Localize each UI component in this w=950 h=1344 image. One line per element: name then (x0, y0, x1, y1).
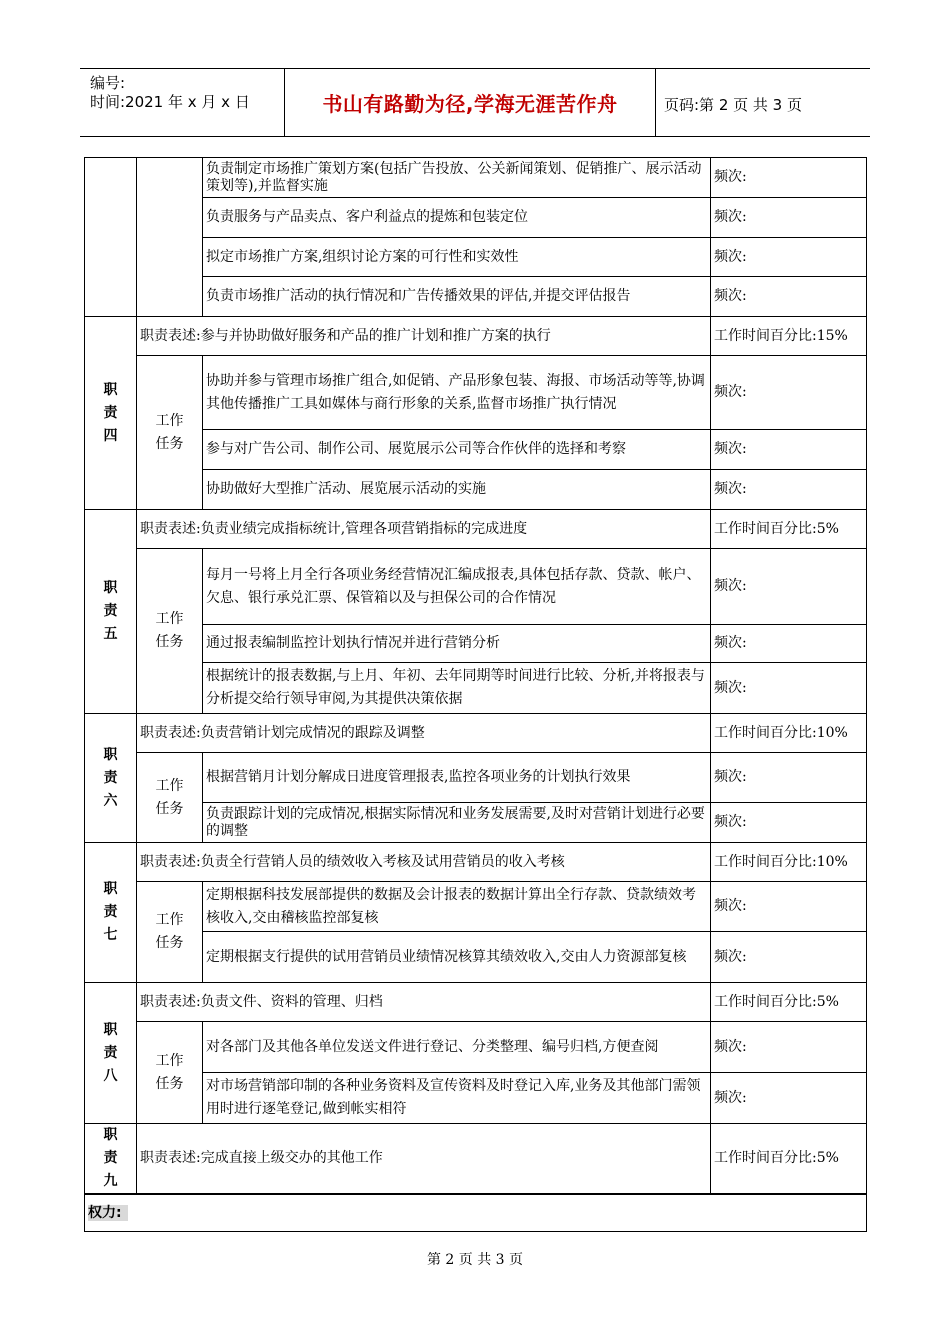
duty3-freq-1: 频次: (711, 158, 867, 198)
duty6-label-text: 职 责 六 (103, 746, 118, 809)
duty6-freq-2: 频次: (711, 803, 867, 843)
duty8-time-pct: 工作时间百分比:5% (711, 983, 867, 1022)
duty7-task-label (137, 882, 203, 983)
table-row (85, 158, 867, 198)
table-row (85, 753, 867, 803)
table-row (85, 470, 867, 510)
power-row (85, 1194, 867, 1232)
duty4-task-label (137, 356, 203, 510)
duty6-task-1: 根据营销月计划分解成日进度管理报表,监控各项业务的计划执行效果 (203, 753, 711, 803)
duty3-task-3: 拟定市场推广方案,组织讨论方案的可行性和实效性 (203, 238, 711, 277)
duty4-label-text: 职 责 四 (103, 381, 118, 444)
header-top-rule (80, 68, 870, 69)
duty5-freq-3: 频次: (711, 663, 867, 714)
duty7-task-2: 定期根据支行提供的试用营销员业绩情况核算其绩效收入,交由人力资源部复核 (203, 932, 711, 983)
duty9-label-text: 职 责 九 (103, 1127, 118, 1189)
page-footer: 第 2 页 共 3 页 (426, 1252, 524, 1268)
table-row (85, 430, 867, 470)
table-row (85, 882, 867, 932)
duty6-task-label-text: 工作 任务 (155, 777, 184, 817)
duty4-task-1: 协助并参与管理市场推广组合,如促销、产品形象包装、海报、市场活动等等,协调其他传播推广工具如媒体与商行形象的关系,监督市场推广执行情况 (203, 356, 711, 430)
duty4-task-3: 协助做好大型推广活动、展览展示活动的实施 (203, 470, 711, 510)
duty8-description: 职责表述:负责文件、资料的管理、归档 (137, 983, 711, 1022)
duty3-freq-4: 频次: (711, 277, 867, 317)
duty5-task-label-text: 工作 任务 (155, 611, 184, 650)
table-row (85, 510, 867, 549)
duty7-description: 职责表述:负责全行营销人员的绩效收入考核及试用营销员的收入考核 (137, 843, 711, 882)
duties-table (84, 157, 867, 1232)
duty3-task-4: 负责市场推广活动的执行情况和广告传播效果的评估,并提交评估报告 (203, 277, 711, 317)
doc-code-label: 编号: (90, 74, 126, 92)
table-row (85, 625, 867, 663)
duty3-task-label-cell (137, 158, 203, 317)
table-row (85, 714, 867, 753)
duty6-description: 职责表述:负责营销计划完成情况的跟踪及调整 (137, 714, 711, 753)
duty5-freq-2: 频次: (711, 625, 867, 663)
duty9-time-pct: 工作时间百分比:5% (711, 1124, 867, 1195)
header-divider-right (655, 68, 656, 136)
duty5-task-2: 通过报表编制监控计划执行情况并进行营销分析 (203, 625, 711, 663)
duty5-time-pct: 工作时间百分比:5% (711, 510, 867, 549)
header-motto: 书山有路勤为径,学海无涯苦作舟 (322, 92, 618, 116)
duty4-label (85, 317, 137, 510)
duty8-freq-2: 频次: (711, 1073, 867, 1124)
duty7-label-text: 职 责 七 (103, 881, 118, 943)
duty9-label (85, 1124, 137, 1195)
table-row (85, 1124, 867, 1195)
table-row (85, 663, 867, 714)
table-row (85, 1194, 867, 1232)
duty6-task-2: 负责跟踪计划的完成情况,根据实际情况和业务发展需要,及时对营销计划进行必要的调整 (203, 803, 711, 843)
duty5-freq-1: 频次: (711, 549, 867, 625)
duty5-description: 职责表述:负责业绩完成指标统计,管理各项营销指标的完成进度 (137, 510, 711, 549)
duty8-task-1: 对各部门及其他各单位发送文件进行登记、分类整理、编号归档,方便查阅 (203, 1022, 711, 1073)
duty4-freq-1: 频次: (711, 356, 867, 430)
duty7-task-1: 定期根据科技发展部提供的数据及会计报表的数据计算出全行存款、贷款绩效考核收入,交由稽核监控部复核 (203, 882, 711, 932)
duty3-task-2: 负责服务与产品卖点、客户利益点的提炼和包装定位 (203, 198, 711, 238)
duty5-label-text: 职 责 五 (103, 580, 118, 642)
duty3-freq-3: 频次: (711, 238, 867, 277)
duty5-task-3: 根据统计的报表数据,与上月、年初、去年同期等时间进行比较、分析,并将报表与分析提交给行领导审阅,为其提供决策依据 (203, 663, 711, 714)
duty4-freq-3: 频次: (711, 470, 867, 510)
duty5-task-1: 每月一号将上月全行各项业务经营情况汇编成报表,具体包括存款、贷款、帐户、欠息、银行承兑汇票、保管箱以及与担保公司的合作情况 (203, 549, 711, 625)
table-row (85, 277, 867, 317)
duty7-time-pct: 工作时间百分比:10% (711, 843, 867, 882)
duty3-label-cell (85, 158, 137, 317)
duty6-time-pct: 工作时间百分比:10% (711, 714, 867, 753)
duty9-description: 职责表述:完成直接上级交办的其他工作 (137, 1124, 711, 1195)
duty8-label (85, 983, 137, 1124)
table-row (85, 317, 867, 356)
duty8-label-text: 职 责 八 (103, 1021, 118, 1084)
table-row (85, 1073, 867, 1124)
duty4-freq-2: 频次: (711, 430, 867, 470)
duty7-freq-2: 频次: (711, 932, 867, 983)
duty5-task-label (137, 549, 203, 714)
duty6-freq-1: 频次: (711, 753, 867, 803)
table-row (85, 803, 867, 843)
duty4-time-pct: 工作时间百分比:15% (711, 317, 867, 356)
duty6-task-label (137, 753, 203, 843)
duty8-task-label (137, 1022, 203, 1124)
duty8-freq-1: 频次: (711, 1022, 867, 1073)
duty7-label (85, 843, 137, 983)
power-label: 权力: (88, 1205, 128, 1221)
duty4-description: 职责表述:参与并协助做好服务和产品的推广计划和推广方案的执行 (137, 317, 711, 356)
duty4-task-label-text: 工作 任务 (155, 412, 184, 452)
page-indicator: 页码:第 2 页 共 3 页 (664, 96, 802, 114)
table-row (85, 1022, 867, 1073)
duty3-freq-2: 频次: (711, 198, 867, 238)
duty8-task-label-text: 工作 任务 (155, 1052, 184, 1092)
duty8-task-2: 对市场营销部印制的各种业务资料及宣传资料及时登记入库,业务及其他部门需领用时进行逐笔登记,做到帐实相符 (203, 1073, 711, 1124)
table-row (85, 198, 867, 238)
table-row (85, 983, 867, 1022)
header-bottom-rule (80, 136, 870, 137)
duty5-label (85, 510, 137, 714)
table-row (85, 549, 867, 625)
doc-date-label: 时间:2021 年 x 月 x 日 (90, 93, 250, 111)
table-row (85, 238, 867, 277)
duty4-task-2: 参与对广告公司、制作公司、展览展示公司等合作伙伴的选择和考察 (203, 430, 711, 470)
duty7-freq-1: 频次: (711, 882, 867, 932)
duty3-task-1: 负责制定市场推广策划方案(包括广告投放、公关新闻策划、促销推广、展示活动策划等),并监督实施 (203, 158, 711, 198)
table-row (85, 356, 867, 430)
duty6-label (85, 714, 137, 843)
duty7-task-label-text: 工作 任务 (155, 912, 184, 951)
table-row (85, 932, 867, 983)
table-row (85, 843, 867, 882)
